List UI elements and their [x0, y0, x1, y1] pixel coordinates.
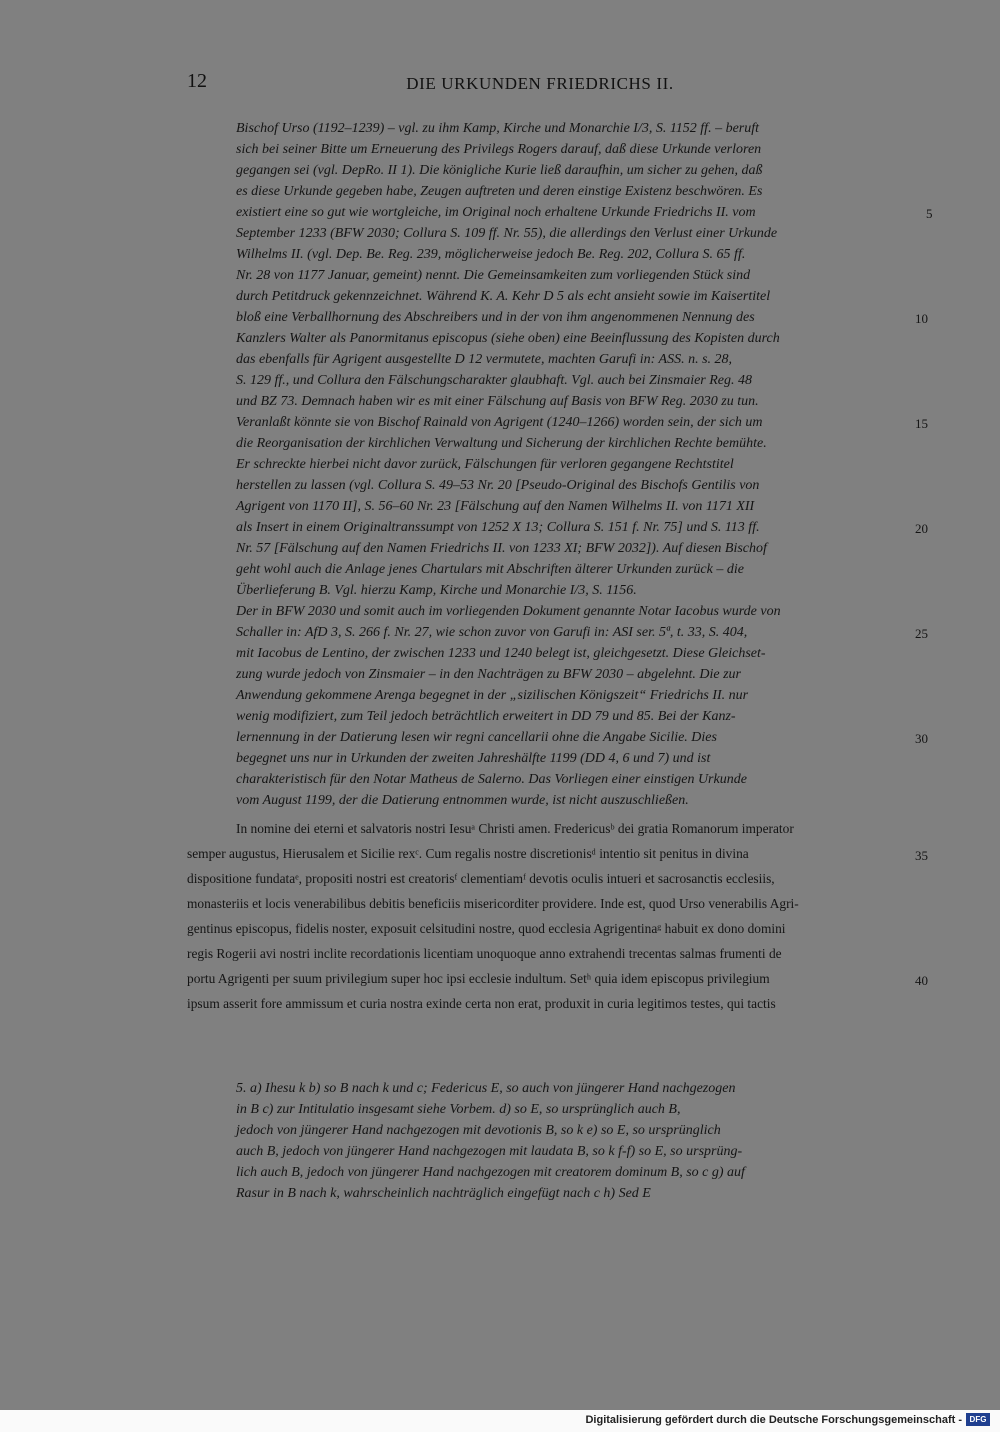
commentary-line: Wilhelms II. (vgl. Dep. Be. Reg. 239, möglicherweise jedoch Be. Reg. 202, Collura S. 65 ff. — [236, 247, 746, 262]
commentary-line: existiert eine so gut wie wortgleiche, im Original noch erhaltene Urkunde Friedrichs II. vom — [236, 205, 756, 220]
footnote-line: Rasur in B nach k, wahrscheinlich nachträglich eingefügt nach c h) Sed E — [236, 1186, 651, 1201]
footnote-line: 5. a) Ihesu k b) so B nach k und c; Federicus E, so auch von jüngerer Hand nachgezogen — [236, 1081, 736, 1096]
commentary-line: lernennung in der Datierung lesen wir regni cancellarii ohne die Angabe Sicilie. Dies — [236, 730, 717, 745]
document-line: In nomine dei eterni et salvatoris nostri Iesuᵃ Christi amen. Fredericusᵇ dei gratia Romanorum imperator — [236, 821, 794, 836]
footnote-line: auch B, jedoch von jüngerer Hand nachgezogen mit laudata B, so k f-f) so E, so ursprüng- — [236, 1144, 743, 1159]
commentary-line: Bischof Urso (1192–1239) – vgl. zu ihm Kamp, Kirche und Monarchie I/3, S. 1152 ff. – beruft — [236, 121, 760, 136]
commentary-line: bloß eine Verballhornung des Abschreibers und in der von ihm angenommenen Nennung des — [236, 310, 755, 325]
commentary-line: Kanzlers Walter als Panormitanus episcopus (siehe oben) eine Beeinflussung des Kopisten durch — [236, 331, 780, 346]
commentary-line: Schaller in: AfD 3, S. 266 f. Nr. 27, wie schon zuvor von Garufi in: ASI ser. 5ª, t. 33, S. 404, — [236, 625, 748, 640]
commentary-line: charakteristisch für den Notar Matheus de Salerno. Das Vorliegen einer einstigen Urkunde — [236, 772, 747, 787]
commentary-line: Anwendung gekommene Arenga begegnet in der „sizilischen Königszeit“ Friedrichs II. nur — [236, 688, 749, 703]
line-number: 10 — [915, 311, 928, 326]
commentary-line: begegnet uns nur in Urkunden der zweiten Jahreshälfte 1199 (DD 4, 6 und 7) und ist — [236, 751, 711, 766]
line-number: 30 — [915, 731, 928, 746]
line-number: 25 — [915, 626, 928, 641]
line-number: 15 — [915, 416, 928, 431]
document-line: dispositione fundataᵉ, propositi nostri est creatorisᶠ clementiamᶠ devotis oculis intueri et sacrosanctis ecclesiis, — [187, 871, 775, 886]
document-line: regis Rogerii avi nostri inclite recordationis licentiam unoquoque anno extrahendi trecentas salmas frumenti de — [187, 946, 782, 961]
commentary-line: und BZ 73. Demnach haben wir es mit einer Fälschung auf Basis von BFW Reg. 2030 zu tun. — [236, 394, 759, 409]
document-line: portu Agrigenti per suum privilegium super hoc ipsi ecclesie indultum. Setʰ quia idem episcopus privilegium — [187, 971, 770, 986]
footnote-line: jedoch von jüngerer Hand nachgezogen mit devotionis B, so k e) so E, so ursprünglich — [236, 1123, 721, 1138]
commentary-line: die Reorganisation der kirchlichen Verwaltung und Sicherung der kirchlichen Rechte bemühte. — [236, 436, 767, 451]
commentary-line: Überlieferung B. Vgl. hierzu Kamp, Kirche und Monarchie I/3, S. 1156. — [236, 583, 637, 598]
commentary-line: Der in BFW 2030 und somit auch im vorliegenden Dokument genannte Notar Iacobus wurde von — [236, 604, 781, 619]
commentary-line: September 1233 (BFW 2030; Collura S. 109 ff. Nr. 55), die allerdings den Verlust einer Urkunde — [236, 226, 778, 241]
commentary-line: zung wurde jedoch von Zinsmaier – in den Nachträgen zu BFW 2030 – abgelehnt. Die zur — [236, 667, 741, 682]
footnote-line: lich auch B, jedoch von jüngerer Hand nachgezogen mit creatorem dominum B, so c g) auf — [236, 1165, 745, 1180]
footnote-line: in B c) zur Intitulatio insgesamt siehe Vorbem. d) so E, so ursprünglich auch B, — [236, 1102, 681, 1117]
commentary-line: mit Iacobus de Lentino, der zwischen 1233 und 1240 belegt ist, gleichgesetzt. Diese Gleichset- — [236, 646, 766, 661]
funding-notice: Digitalisierung gefördert durch die Deutsche Forschungsgemeinschaft - — [585, 1414, 962, 1426]
document-line: gentinus episcopus, fidelis noster, exposuit celsitudini nostre, quod ecclesia Agrigentinaᵍ habuit ex dono domini — [187, 921, 786, 936]
running-head: DIE URKUNDEN FRIEDRICHS II. — [406, 74, 674, 93]
commentary-line: wenig modifiziert, zum Teil jedoch beträchtlich erweitert in DD 79 und 85. Bei der Kanz- — [236, 709, 736, 724]
commentary-line: herstellen zu lassen (vgl. Collura S. 49–53 Nr. 20 [Pseudo-Original des Bischofs Gentilis von — [236, 478, 760, 493]
document-line: semper augustus, Hierusalem et Sicilie rexᶜ. Cum regalis nostre discretionisᵈ intentio sit penitus in divina — [187, 846, 749, 861]
commentary-line: Veranlaßt könnte sie von Bischof Rainald von Agrigent (1240–1266) worden sein, der sich um — [236, 415, 763, 430]
commentary-line: Agrigent von 1170 II], S. 56–60 Nr. 23 [Fälschung auf den Namen Wilhelms II. von 1171 XII — [236, 499, 755, 514]
commentary-line: Nr. 57 [Fälschung auf den Namen Friedrichs II. von 1233 XI; BFW 2032]). Auf diesen Bischof — [236, 541, 767, 556]
dfg-logo: DFG — [966, 1413, 990, 1426]
commentary-line: das ebenfalls für Agrigent ausgestellte D 12 vermutete, machten Garufi in: ASS. n. s. 28, — [236, 352, 733, 367]
line-number: 35 — [915, 848, 928, 863]
commentary-line: durch Petitdruck gekennzeichnet. Während K. A. Kehr D 5 als echt ansieht sowie im Kaisertitel — [236, 289, 771, 304]
line-number: 20 — [915, 521, 928, 536]
document-line: ipsum asserit fore ammissum et curia nostra exinde certa non erat, produxit in curia legitimos testes, qui tactis — [187, 996, 776, 1011]
commentary-line: Er schreckte hierbei nicht davor zurück, Fälschungen für verloren gegangene Rechtstitel — [236, 457, 734, 472]
commentary-line: Nr. 28 von 1177 Januar, gemeint) nennt. Die Gemeinsamkeiten zum vorliegenden Stück sind — [236, 268, 751, 283]
commentary-line: sich bei seiner Bitte um Erneuerung des Privilegs Rogers darauf, daß diese Urkunde verloren — [236, 142, 762, 157]
line-number: 40 — [915, 973, 928, 988]
document-line: monasteriis et locis venerabilibus debitis beneficiis misericorditer providere. Inde est, quod Urso venerabilis Agri- — [187, 896, 799, 911]
commentary-line: es diese Urkunde gegeben habe, Zeugen auftreten und deren einstige Existenz beschwören. Es — [236, 184, 763, 199]
commentary-line: vom August 1199, der die Datierung entnommen wurde, ist nicht auszuschließen. — [236, 793, 689, 808]
commentary-line: geht wohl auch die Anlage jenes Chartulars mit Abschriften älterer Urkunden zurück – die — [236, 562, 744, 577]
commentary-line: als Insert in einem Originaltranssumpt von 1252 X 13; Collura S. 151 f. Nr. 75] und S. 113 ff. — [236, 520, 760, 535]
page-number: 12 — [187, 70, 207, 92]
commentary-line: gegangen sei (vgl. DepRo. II 1). Die königliche Kurie ließ daraufhin, um sicher zu gehen, daß — [236, 163, 763, 178]
line-number: 5 — [926, 206, 933, 221]
commentary-line: S. 129 ff., und Collura den Fälschungscharakter glaubhaft. Vgl. auch bei Zinsmaier Reg. 48 — [236, 373, 753, 388]
